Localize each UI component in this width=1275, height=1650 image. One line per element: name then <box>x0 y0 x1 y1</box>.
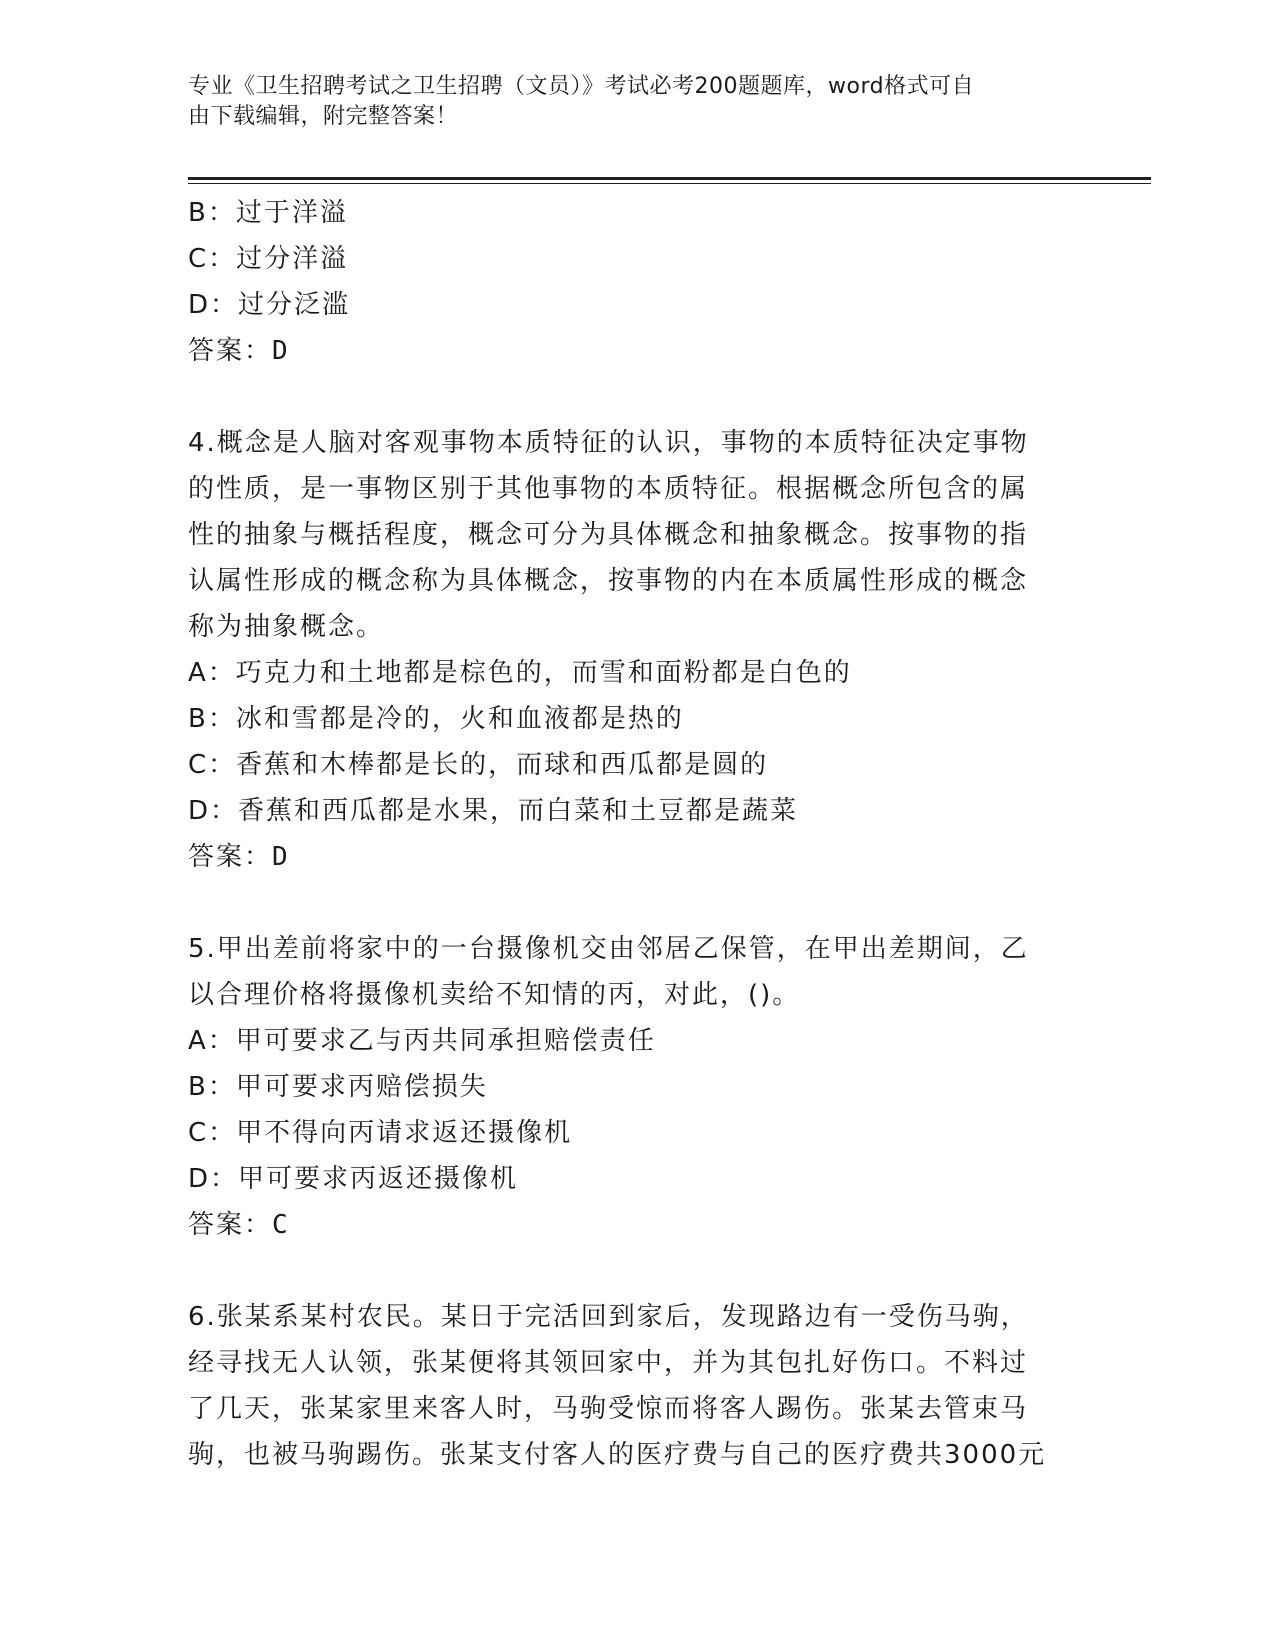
option-b: B：过于洋溢 <box>188 198 348 228</box>
question-text-line: 以合理价格将摄像机卖给不知情的丙，对此，()。 <box>188 980 801 1010</box>
answer-line <box>188 834 1088 880</box>
answer-value: D <box>272 842 290 872</box>
question-5 <box>188 926 1088 1248</box>
question-gap <box>188 880 1088 926</box>
header-line-2: 由下载编辑，附完整答案！ <box>188 104 459 129</box>
question-text-line: 经寻找无人认领，张某便将其领回家中，并为其包扎好伤口。不料过 <box>188 1348 1029 1378</box>
question-6 <box>188 1294 1088 1478</box>
option-c: C：过分洋溢 <box>188 244 349 274</box>
question-text <box>188 420 1088 650</box>
answer-value: D <box>272 336 290 366</box>
question-text-line: 5.甲出差前将家中的一台摄像机交由邻居乙保管，在甲出差期间，乙 <box>188 934 1029 964</box>
option-b: B：冰和雪都是冷的，火和血液都是热的 <box>188 704 684 734</box>
header-divider-thick <box>188 177 1151 180</box>
answer-value: C <box>272 1210 290 1240</box>
option-a: A：巧克力和土地都是棕色的，而雪和面粉都是白色的 <box>188 658 852 688</box>
question-text-line: 了几天，张某家里来客人时，马驹受惊而将客人踢伤。张某去管束马 <box>188 1394 1029 1424</box>
option-c: C：香蕉和木棒都是长的，而球和西瓜都是圆的 <box>188 750 769 780</box>
question-text-line: 性的抽象与概括程度，概念可分为具体概念和抽象概念。按事物的指 <box>188 520 1029 550</box>
question-text-line: 的性质，是一事物区别于其他事物的本质特征。根据概念所包含的属 <box>188 474 1029 504</box>
document-body <box>188 190 1088 1478</box>
option-d: D：香蕉和西瓜都是水果，而白菜和土豆都是蔬菜 <box>188 796 799 826</box>
question-text-line: 6.张某系某村农民。某日于完活回到家后，发现路边有一受伤马驹， <box>188 1302 1029 1332</box>
answer-label: 答案： <box>188 1210 273 1240</box>
question-text <box>188 926 1088 1018</box>
header-line-1: 专业《卫生招聘考试之卫生招聘（文员）》考试必考200题题库，word格式可自 <box>188 74 975 99</box>
option-c: C：甲不得向丙请求返还摄像机 <box>188 1118 573 1148</box>
option-b: B：甲可要求丙赔偿损失 <box>188 1072 488 1102</box>
question-text-line: 驹，也被马驹踢伤。张某支付客人的医疗费与自己的医疗费共3000元 <box>188 1440 1047 1470</box>
answer-line <box>188 1202 1088 1248</box>
document-header <box>188 72 1068 132</box>
question-4 <box>188 420 1088 880</box>
question-text <box>188 1294 1088 1478</box>
header-divider-thin <box>188 183 1151 184</box>
question-3 <box>188 190 1088 374</box>
question-text-line: 4.概念是人脑对客观事物本质特征的认识，事物的本质特征决定事物 <box>188 428 1029 458</box>
question-gap <box>188 1248 1088 1294</box>
option-d: D：甲可要求丙返还摄像机 <box>188 1164 519 1194</box>
answer-label: 答案： <box>188 842 273 872</box>
option-a: A：甲可要求乙与丙共同承担赔偿责任 <box>188 1026 656 1056</box>
question-text-line: 认属性形成的概念称为具体概念，按事物的内在本质属性形成的概念 <box>188 566 1029 596</box>
answer-label: 答案： <box>188 336 273 366</box>
answer-line <box>188 328 1088 374</box>
question-gap <box>188 374 1088 420</box>
question-text-line: 称为抽象概念。 <box>188 612 385 642</box>
option-d: D：过分泛滥 <box>188 290 351 320</box>
